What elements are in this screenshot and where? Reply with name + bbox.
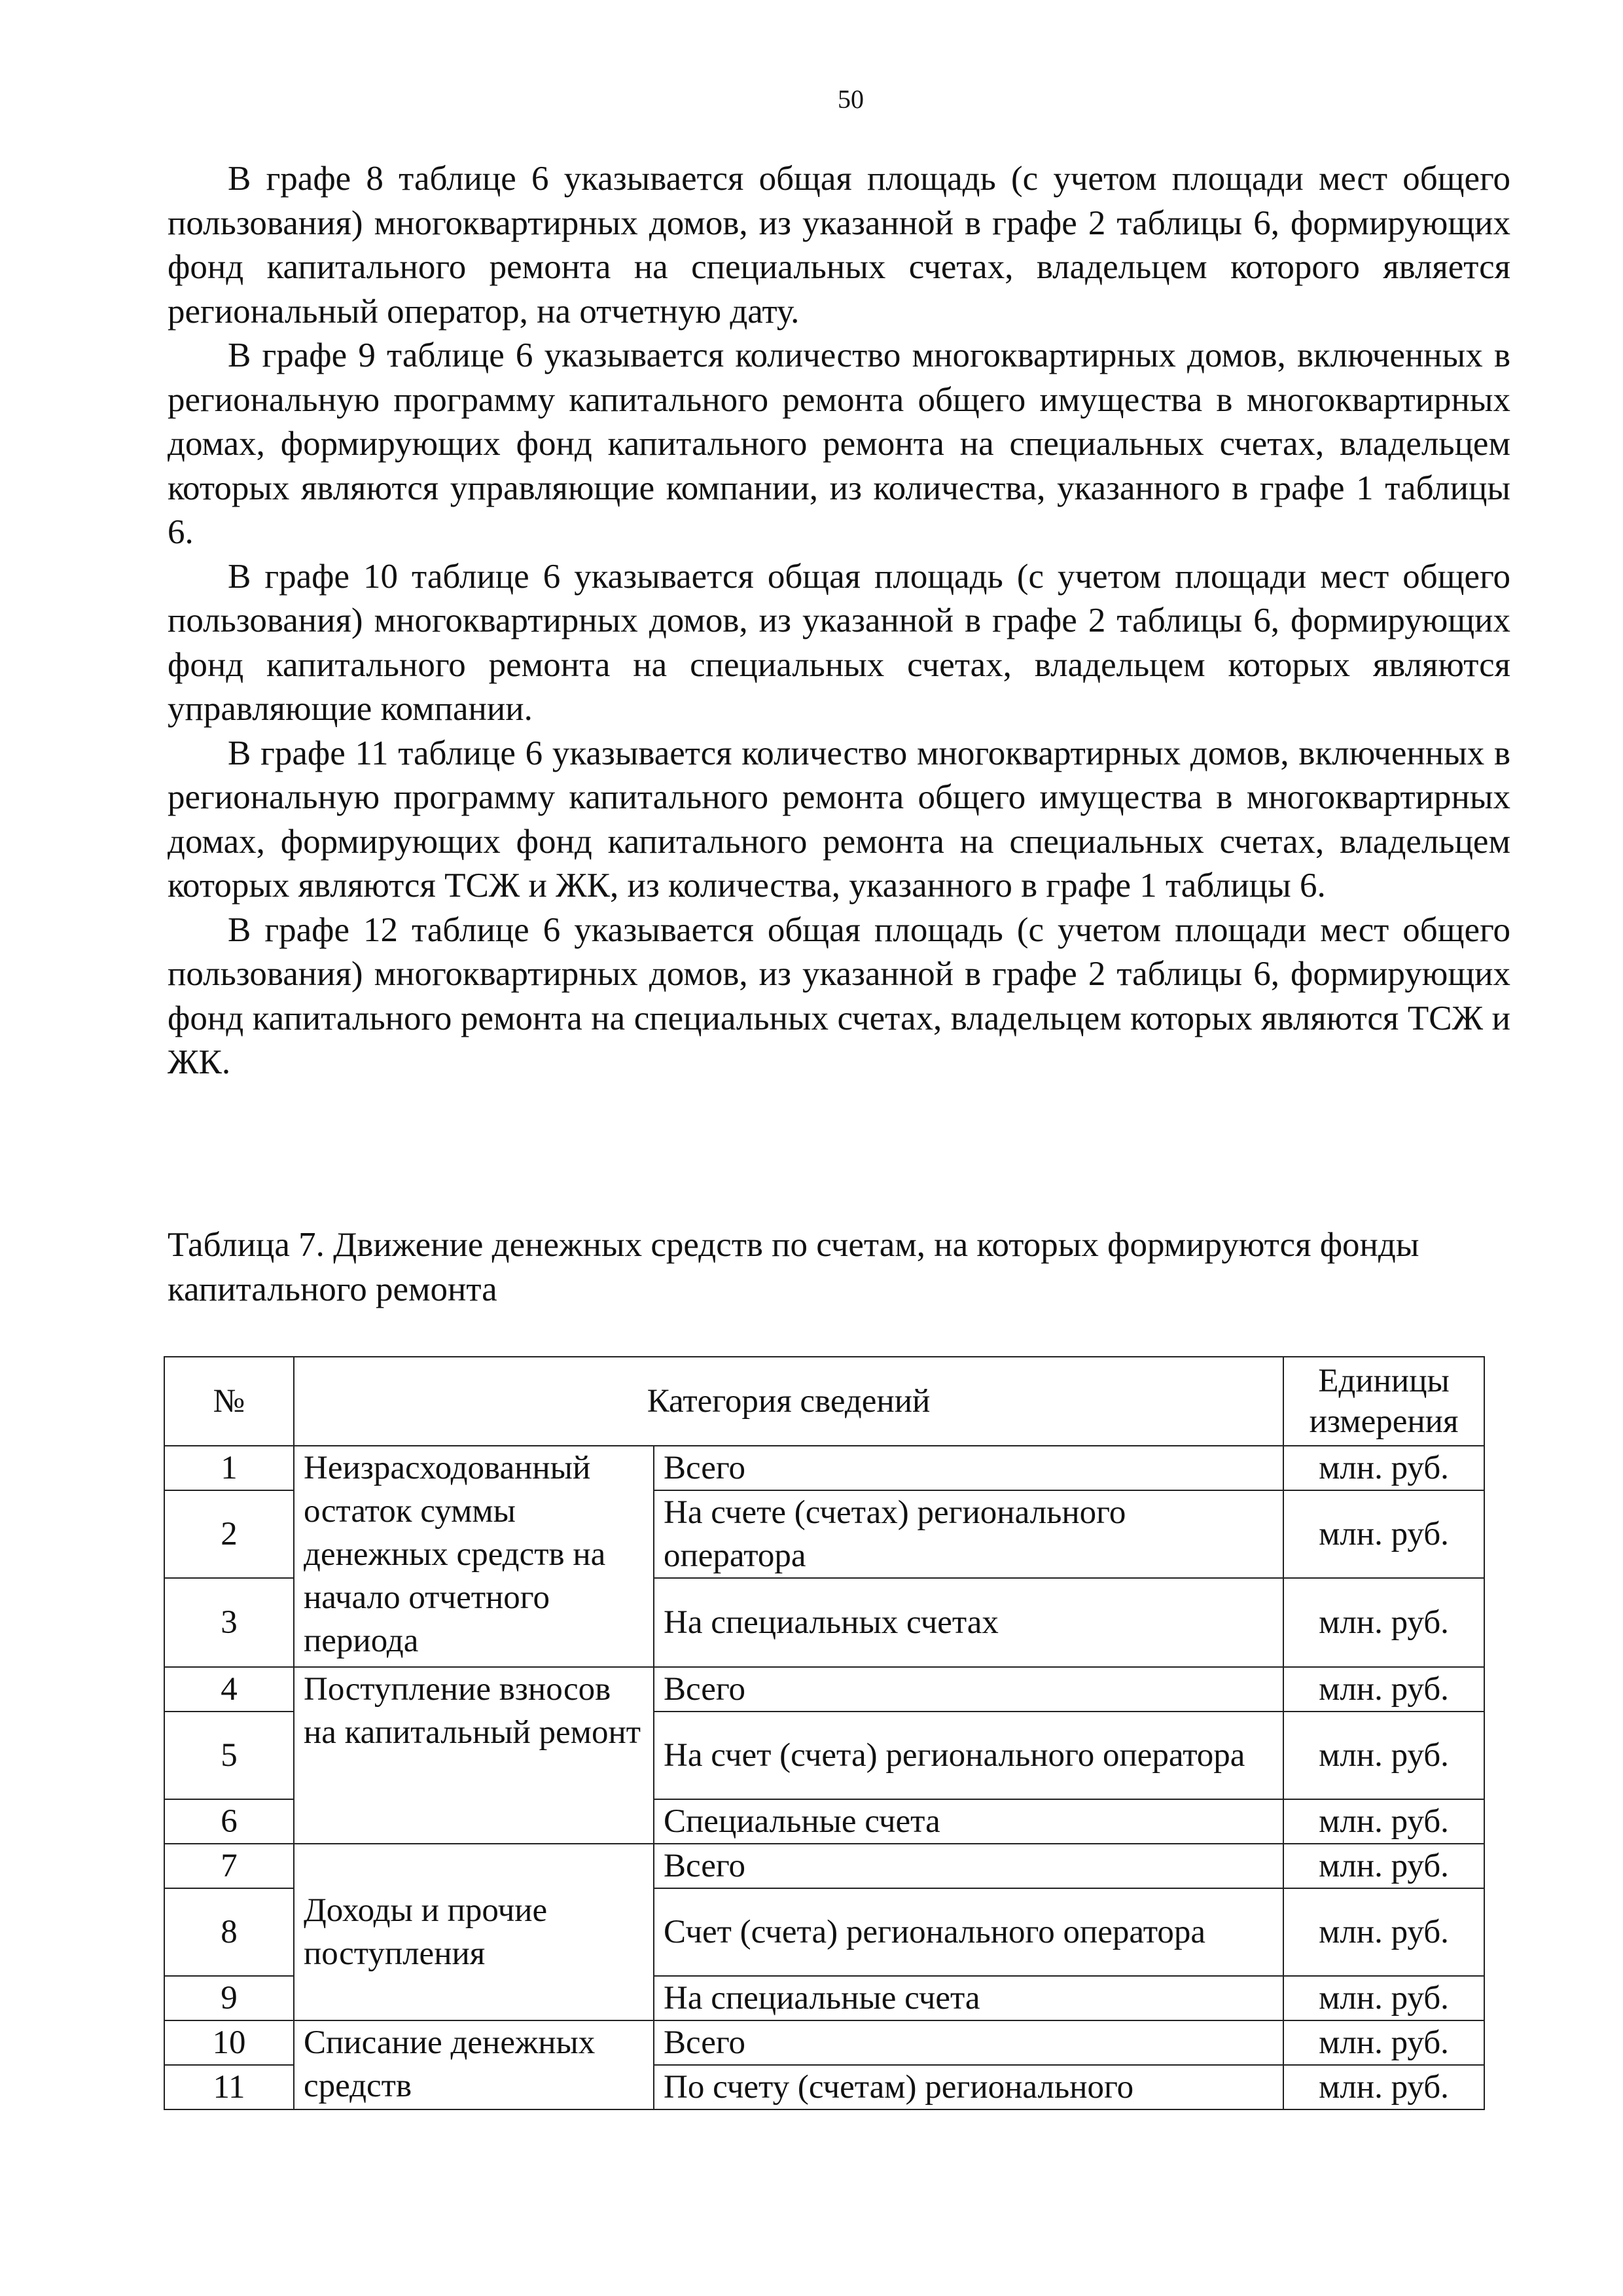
row-subcategory: По счету (счетам) регионального bbox=[654, 2065, 1283, 2109]
row-number: 1 bbox=[164, 1446, 294, 1490]
row-unit: млн. руб. bbox=[1283, 1799, 1484, 1844]
header-category: Категория сведений bbox=[294, 1357, 1283, 1446]
row-unit: млн. руб. bbox=[1283, 2065, 1484, 2109]
row-subcategory: На счете (счетах) регионального оператора bbox=[654, 1490, 1283, 1578]
group-label-balance: Неизрасходованный остаток суммы денежных средств на начало отчетного периода bbox=[294, 1446, 654, 1667]
group-label-income: Доходы и прочие поступления bbox=[294, 1844, 654, 2020]
table-row bbox=[164, 2020, 1484, 2065]
row-unit: млн. руб. bbox=[1283, 2020, 1484, 2065]
paragraph-grafa-9: В графе 9 таблице 6 указывается количество многоквартирных домов, включенных в региональную программу капитального ремонта общего имущества в многоквартирных домах, формирующих фонд капитального ремонта на специальных счетах, владельцем которых являются управляющие компании, из количества, указанного в графе 1 таблицы 6. bbox=[168, 336, 1510, 551]
row-number: 8 bbox=[164, 1888, 294, 1976]
row-number: 2 bbox=[164, 1490, 294, 1578]
table-row bbox=[164, 1446, 1484, 1490]
header-number: № bbox=[164, 1357, 294, 1446]
row-subcategory: Специальные счета bbox=[654, 1799, 1283, 1844]
group-label-contributions: Поступление взносов на капитальный ремонт bbox=[294, 1667, 654, 1844]
row-unit: млн. руб. bbox=[1283, 1667, 1484, 1712]
row-unit: млн. руб. bbox=[1283, 1976, 1484, 2020]
row-number: 6 bbox=[164, 1799, 294, 1844]
row-subcategory: На специальных счетах bbox=[654, 1578, 1283, 1667]
row-unit: млн. руб. bbox=[1283, 1490, 1484, 1578]
header-unit: Единицы измерения bbox=[1283, 1357, 1484, 1446]
paragraph-grafa-12: В графе 12 таблице 6 указывается общая площадь (с учетом площади мест общего пользования) многоквартирных домов, из указанной в графе 2 таблицы 6, формирующих фонд капитального ремонта на специальных счетах, владельцем которых являются ТСЖ и ЖК. bbox=[168, 910, 1510, 1081]
row-subcategory: На счет (счета) регионального оператора bbox=[654, 1712, 1283, 1799]
paragraph-grafa-8: В графе 8 таблице 6 указывается общая площадь (с учетом площади мест общего пользования) многоквартирных домов, из указанной в графе 2 таблицы 6, формирующих фонд капитального ремонта на специальных счетах, владельцем которого является региональный оператор, на отчетную дату. bbox=[168, 160, 1510, 331]
row-number: 10 bbox=[164, 2020, 294, 2065]
paragraph-grafa-11: В графе 11 таблице 6 указывается количество многоквартирных домов, включенных в региональную программу капитального ремонта общего имущества в многоквартирных домах, формирующих фонд капитального ремонта на специальных счетах, владельцем которых являются ТСЖ и ЖК, из количества, указанного в графе 1 таблицы 6. bbox=[168, 734, 1510, 905]
row-subcategory: На специальные счета bbox=[654, 1976, 1283, 2020]
row-unit: млн. руб. bbox=[1283, 1844, 1484, 1888]
row-number: 7 bbox=[164, 1844, 294, 1888]
group-label-writeoff: Списание денежных средств bbox=[294, 2020, 654, 2109]
row-number: 9 bbox=[164, 1976, 294, 2020]
row-number: 5 bbox=[164, 1712, 294, 1799]
row-subcategory: Всего bbox=[654, 1446, 1283, 1490]
table-7 bbox=[164, 1356, 1485, 2110]
row-number: 11 bbox=[164, 2065, 294, 2109]
row-subcategory: Всего bbox=[654, 1844, 1283, 1888]
table-header-row bbox=[164, 1357, 1484, 1446]
table-row bbox=[164, 1844, 1484, 1888]
row-subcategory: Счет (счета) регионального оператора bbox=[654, 1888, 1283, 1976]
body-text bbox=[168, 157, 1510, 1085]
row-number: 3 bbox=[164, 1578, 294, 1667]
paragraph-grafa-10: В графе 10 таблице 6 указывается общая площадь (с учетом площади мест общего пользования) многоквартирных домов, из указанной в графе 2 таблицы 6, формирующих фонд капитального ремонта на специальных счетах, владельцем которых являются управляющие компании. bbox=[168, 557, 1510, 728]
page-number: 50 bbox=[838, 84, 864, 114]
row-unit: млн. руб. bbox=[1283, 1712, 1484, 1799]
table-caption: Таблица 7. Движение денежных средств по счетам, на которых формируются фонды капитального ремонта bbox=[168, 1226, 1419, 1308]
row-unit: млн. руб. bbox=[1283, 1578, 1484, 1667]
row-unit: млн. руб. bbox=[1283, 1888, 1484, 1976]
row-subcategory: Всего bbox=[654, 2020, 1283, 2065]
table-row bbox=[164, 1667, 1484, 1712]
row-unit: млн. руб. bbox=[1283, 1446, 1484, 1490]
row-number: 4 bbox=[164, 1667, 294, 1712]
row-subcategory: Всего bbox=[654, 1667, 1283, 1712]
